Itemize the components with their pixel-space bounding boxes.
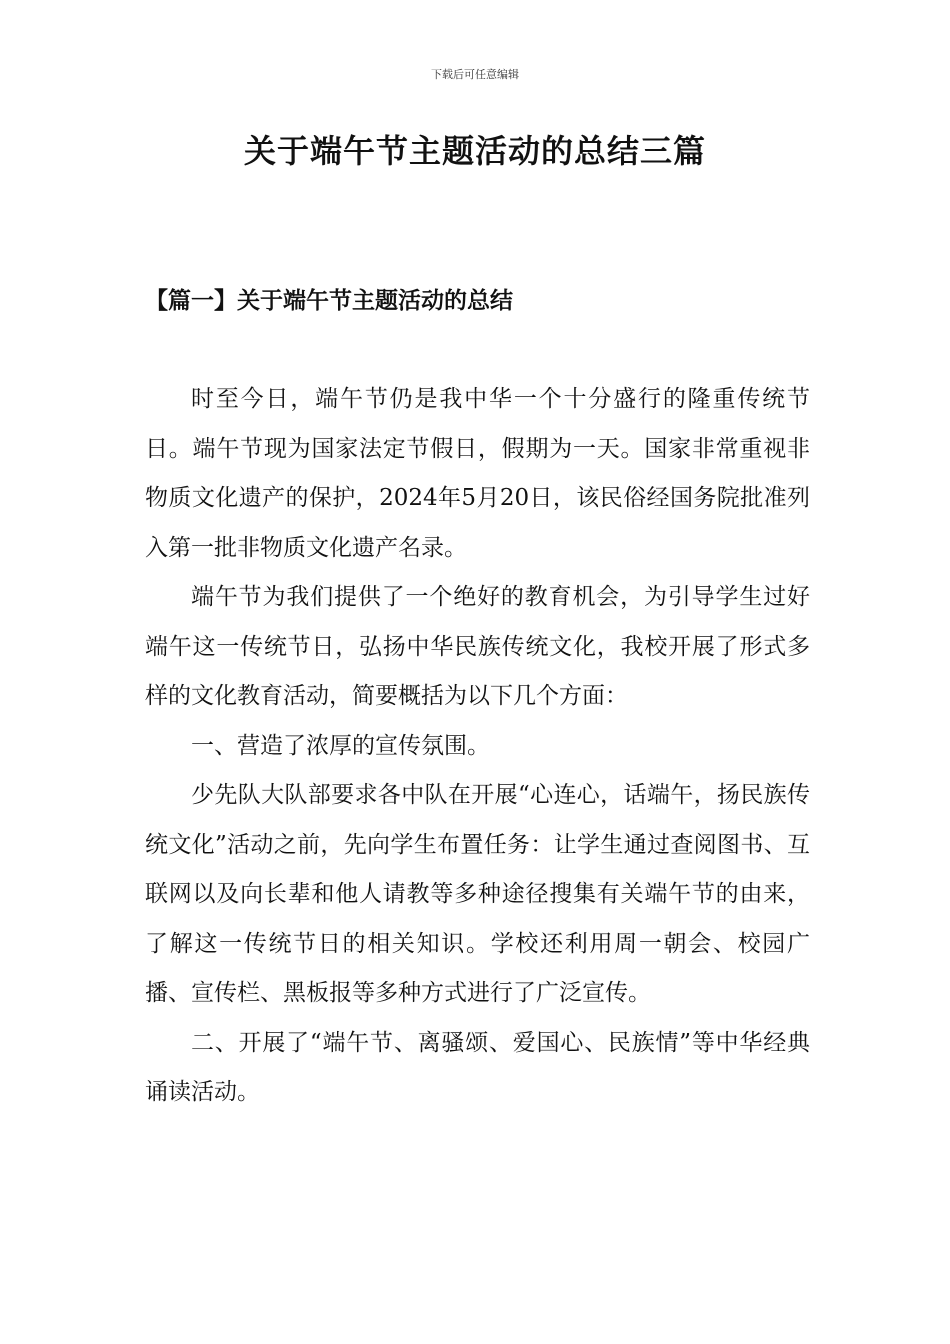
paragraph-subheading: 一、营造了浓厚的宣传氛围。 — [191, 732, 490, 759]
header-note: 下载后可任意编辑 — [431, 68, 519, 81]
document-title: 关于端午节主题活动的总结三篇 — [243, 132, 706, 170]
paragraph: 时至今日，端午节仍是我中华一个十分盛行的隆重传统节日。端午节现为国家法定节假日，假期为一天。国家非常重视非物质文化遗产的保护，2024年5月20日，该民俗经国务院批准列入第一批非物质文化遗产名录。 — [145, 386, 810, 561]
paragraph-subheading: 二、开展了“端午节、离骚颂、爱国心、民族情”等中华经典诵读活动。 — [145, 1029, 810, 1105]
paragraph: 端午节为我们提供了一个绝好的教育机会，为引导学生过好端午这一传统节日，弘扬中华民族传统文化，我校开展了形式多样的文化教育活动，简要概括为以下几个方面： — [145, 584, 810, 709]
section-heading: 【篇一】关于端午节主题活动的总结 — [145, 287, 513, 314]
document-body — [145, 375, 810, 1118]
paragraph: 少先队大队部要求各中队在开展“心连心，话端午，扬民族传统文化”活动之前，先向学生布置任务：让学生通过查阅图书、互联网以及向长辈和他人请教等多种途径搜集有关端午节的由来，了解这一传统节日的相关知识。学校还利用周一朝会、校园广播、宣传栏、黑板报等多种方式进行了广泛宣传。 — [145, 782, 810, 1006]
